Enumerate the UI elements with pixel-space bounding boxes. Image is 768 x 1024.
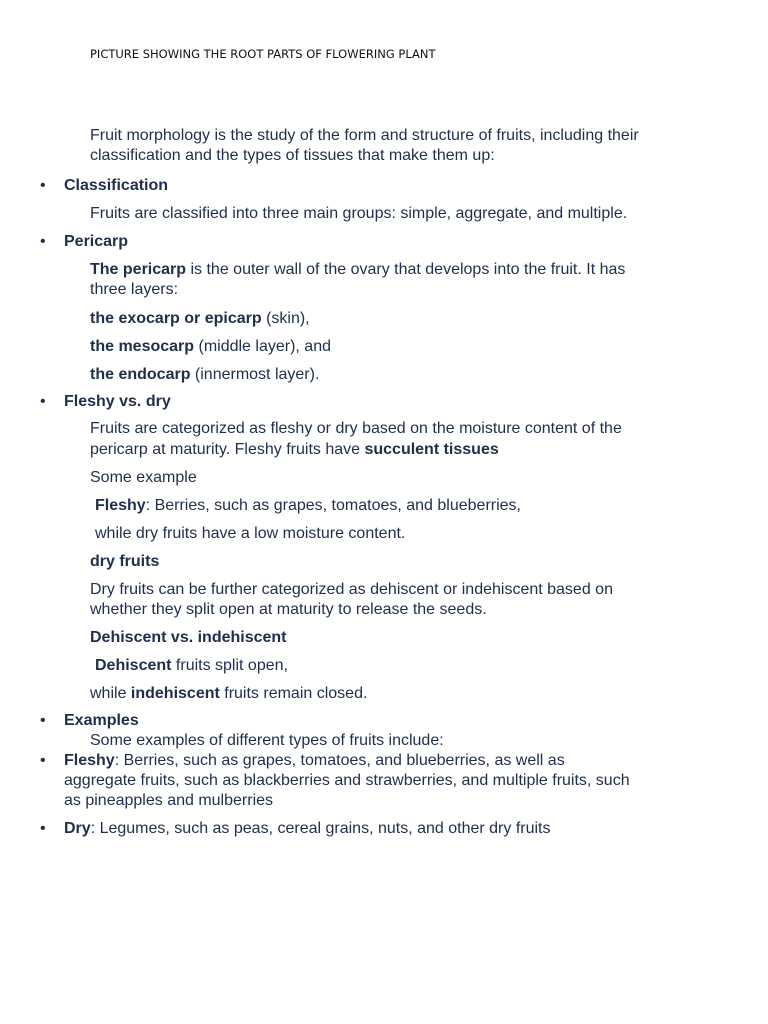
pericarp-definition-line-2: three layers: [90,281,179,298]
fleshy-vs-dry-heading: Fleshy vs. dry [64,393,171,410]
bullet-marker: • [40,712,46,729]
fleshy-dry-paragraph-line-2: pericarp at maturity. Fleshy fruits have succulent tissues [90,441,499,458]
classification-heading: Classification [64,177,169,194]
examples-fleshy-line-2: aggregate fruits, such as blackberries and strawberries, and multiple fruits, such [64,772,630,789]
dry-fruits-subheading: dry fruits [90,553,160,570]
dehiscent-subheading: Dehiscent vs. indehiscent [90,629,287,646]
classification-text: Fruits are classified into three main groups: simple, aggregate, and multiple. [90,205,628,222]
examples-fleshy-line-3: as pineapples and mulberries [64,792,274,809]
pericarp-definition-line-1: The pericarp is the outer wall of the ovary that develops into the fruit. It has [90,261,626,278]
examples-heading: Examples [64,712,139,729]
some-example-line: Some example [90,469,197,486]
endocarp-line: the endocarp (innermost layer). [90,366,320,383]
exocarp-line: the exocarp or epicarp (skin), [90,310,310,327]
indehiscent-line: while indehiscent fruits remain closed. [90,685,368,702]
dry-fruits-paragraph-line-1: Dry fruits can be further categorized as dehiscent or indehiscent based on [90,581,613,598]
page-header: PICTURE SHOWING THE ROOT PARTS OF FLOWERING PLANT [90,47,436,61]
intro-line-2: classification and the types of tissues that make them up: [90,147,495,164]
intro-line-1: Fruit morphology is the study of the form and structure of fruits, including their [90,127,639,144]
dry-fruits-paragraph-line-2: whether they split open at maturity to release the seeds. [90,601,487,618]
examples-fleshy-line-1: Fleshy: Berries, such as grapes, tomatoes, and blueberries, as well as [64,752,565,769]
dehiscent-line: Dehiscent fruits split open, [95,657,288,674]
bullet-marker: • [40,752,46,769]
dry-moisture-line: while dry fruits have a low moisture content. [95,525,406,542]
bullet-marker: • [40,820,46,837]
fleshy-example-line: Fleshy: Berries, such as grapes, tomatoes, and blueberries, [95,497,521,514]
pericarp-heading: Pericarp [64,233,129,250]
bullet-marker: • [40,393,46,410]
mesocarp-line: the mesocarp (middle layer), and [90,338,331,355]
fleshy-dry-paragraph-line-1: Fruits are categorized as fleshy or dry based on the moisture content of the [90,420,622,437]
examples-dry-line: Dry: Legumes, such as peas, cereal grains, nuts, and other dry fruits [64,820,551,837]
bullet-marker: • [40,177,46,194]
examples-intro: Some examples of different types of fruits include: [90,732,444,749]
bullet-marker: • [40,233,46,250]
